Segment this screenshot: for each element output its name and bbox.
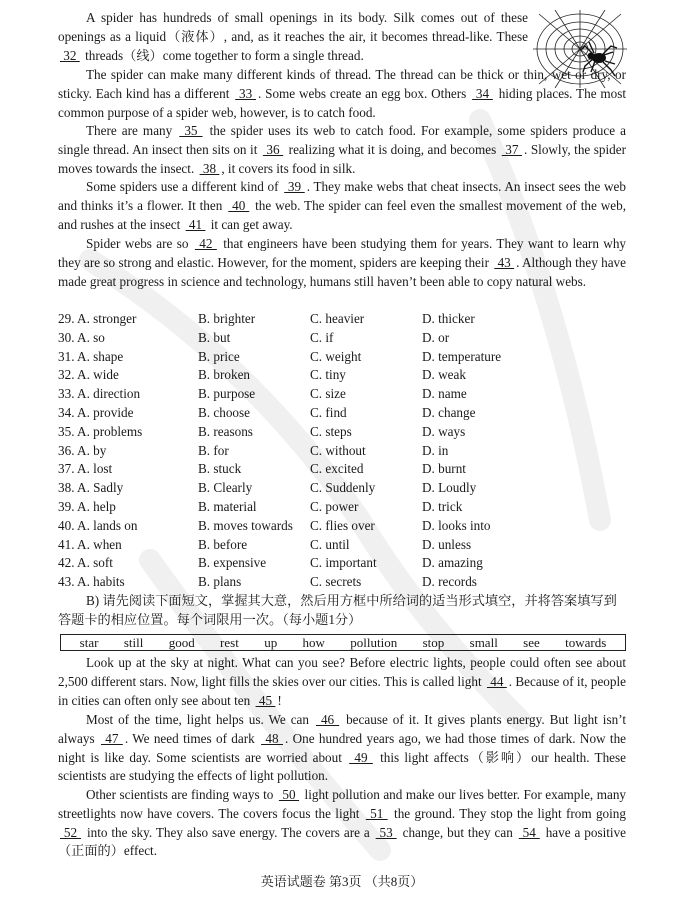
paragraph-text: because of it. It gives plants energy. But light isn’t always <box>58 712 627 746</box>
blank-41: 41 <box>185 216 206 232</box>
passage-a-paragraph-2 <box>58 66 626 122</box>
option-choice: D. amazing <box>422 555 483 571</box>
option-choice: C. important <box>310 555 377 571</box>
option-choice: B. reasons <box>198 423 253 439</box>
word-bank-item: star <box>79 634 99 650</box>
paragraph-text: the web. The spider can feel even the smallest movement of the web, and rushes at the insect <box>58 197 626 232</box>
blank-42: 42 <box>194 236 217 251</box>
blank-40: 40 <box>228 197 250 213</box>
paragraph-text: The spider can make many different kinds of thread. The thread can be thick or thin, wet or dry, or sticky. Each kind has a different <box>58 67 626 101</box>
option-choice: 35. A. problems <box>58 423 143 439</box>
paragraph-text: light pollution and make our lives better. For example, many streetlights now have covers. The covers focus the light <box>58 787 627 821</box>
option-choice: 41. A. when <box>58 536 122 552</box>
blank-39: 39 <box>284 179 305 194</box>
option-choice: D. name <box>422 386 467 402</box>
option-choice: D. thicker <box>422 311 475 326</box>
option-choice: 40. A. lands on <box>58 517 138 533</box>
option-row <box>58 517 638 536</box>
blank-48: 48 <box>261 730 283 746</box>
option-choice: 37. A. lost <box>58 461 113 477</box>
word-bank-item: how <box>302 634 325 650</box>
option-choice: 42. A. soft <box>58 555 113 571</box>
option-choice: B. but <box>198 329 231 345</box>
blank-49: 49 <box>349 749 373 765</box>
option-choice: 39. A. help <box>58 498 116 514</box>
option-row <box>58 366 638 385</box>
blank-54: 54 <box>518 824 540 840</box>
paragraph-text: . Slowly, the spider moves towards the insect. <box>58 141 627 176</box>
paragraph-text: . Although they have made great progress in science and technology, humans still haven’t been able to copy natural webs. <box>58 254 626 289</box>
option-choice: B. moves towards <box>198 517 293 533</box>
option-choice: B. stuck <box>198 461 242 477</box>
option-row <box>58 554 638 573</box>
paragraph-text: into the sky. They also save energy. The covers are a <box>83 824 374 840</box>
paragraph-text: realizing what it is doing, and becomes <box>285 141 500 157</box>
option-choice: D. change <box>422 404 476 420</box>
paragraph-text: Most of the time, light helps us. We can <box>86 712 314 727</box>
option-row <box>58 310 638 329</box>
word-bank-box <box>60 634 626 651</box>
option-choice: 33. A. direction <box>58 386 141 402</box>
option-choice: 29. A. stronger <box>58 311 137 326</box>
answer-options-list <box>58 310 638 592</box>
blank-47: 47 <box>100 730 123 746</box>
option-row <box>58 460 638 479</box>
option-row <box>58 423 638 442</box>
option-row <box>58 385 638 404</box>
paragraph-text: the spider uses its web to catch food. For example, some spiders produce a single thread. An insect then sits on it <box>58 123 626 157</box>
option-choice: 34. A. provide <box>58 404 134 420</box>
option-choice: D. temperature <box>422 348 502 364</box>
blank-44: 44 <box>486 673 507 689</box>
word-bank-item: good <box>168 634 195 650</box>
option-choice: C. steps <box>310 423 352 439</box>
option-choice: 32. A. wide <box>58 367 119 383</box>
option-row <box>58 536 638 555</box>
passage-b-paragraph-3 <box>58 786 626 861</box>
option-choice: C. without <box>310 442 366 458</box>
blank-53: 53 <box>375 824 397 840</box>
option-choice: D. or <box>422 329 450 345</box>
option-choice: C. power <box>310 498 359 514</box>
blank-38: 38 <box>199 160 220 176</box>
blank-36: 36 <box>262 141 284 157</box>
word-bank-item: still <box>123 634 144 650</box>
option-choice: 30. A. so <box>58 329 105 345</box>
option-row <box>58 479 638 498</box>
blank-51: 51 <box>365 805 388 821</box>
paragraph-text: change, but they can <box>398 824 517 840</box>
passage-a-paragraph-3 <box>58 122 626 178</box>
paragraph-text: . Because of it, people in cities can often only see about ten <box>58 673 627 708</box>
option-choice: D. burnt <box>422 461 466 477</box>
option-choice: C. size <box>310 386 346 402</box>
page-footer: 英语试题卷 第3页 （共8页） <box>260 874 424 889</box>
blank-37: 37 <box>501 141 522 157</box>
word-bank-item: small <box>469 634 498 650</box>
paragraph-text: ! <box>277 692 282 708</box>
option-choice: B. broken <box>198 367 251 383</box>
option-choice: D. trick <box>422 498 463 514</box>
option-choice: C. until <box>310 536 350 552</box>
option-choice: 31. A. shape <box>58 348 124 364</box>
passage-a-paragraph-4 <box>58 178 626 234</box>
option-choice: D. looks into <box>422 517 491 533</box>
option-row <box>58 348 638 367</box>
passage-a-paragraph-5 <box>58 235 626 291</box>
option-choice: D. ways <box>422 423 466 439</box>
blank-34: 34 <box>472 85 493 101</box>
option-choice: C. tiny <box>310 367 346 383</box>
passage-b-paragraph-2 <box>58 711 626 786</box>
option-choice: B. price <box>198 348 240 364</box>
option-choice: C. heavier <box>310 311 365 326</box>
option-choice: 43. A. habits <box>58 574 125 590</box>
paragraph-text: the ground. They stop the light from going <box>389 805 626 821</box>
paragraph-text: that engineers have been studying them for years. They want to learn why they are so strong and elastic. However, for the moment, spiders are keeping their <box>58 236 627 270</box>
paragraph-text: A spider has hundreds of small openings in its body. Silk comes out of these openings as a liquid（液体）, and, as it reaches the air, it becomes thread-like. These <box>58 10 528 44</box>
blank-46: 46 <box>315 712 340 727</box>
paragraph-text: Other scientists are finding ways to <box>86 787 277 802</box>
blank-33: 33 <box>235 85 256 101</box>
paragraph-text: . They make webs that cheat insects. An insect sees the web and thinks it’s a flower. It then <box>58 179 626 213</box>
option-choice: C. excited <box>310 461 364 477</box>
option-choice: C. secrets <box>310 574 362 590</box>
option-choice: B. purpose <box>198 386 256 402</box>
paragraph-text: this light affects（影响）our health. These scientists are studying the effects of light pollution. <box>58 749 627 784</box>
option-choice: C. weight <box>310 348 362 364</box>
option-choice: B. for <box>198 442 229 458</box>
option-row <box>58 442 638 461</box>
blank-45: 45 <box>255 692 276 708</box>
option-choice: C. find <box>310 404 347 420</box>
paragraph-text: it can get away. <box>207 216 293 232</box>
paragraph-text: Spider webs are so <box>86 236 193 251</box>
option-choice: 38. A. Sadly <box>58 480 124 496</box>
passage-b-paragraph-1 <box>58 654 626 710</box>
paragraph-text: . Some webs create an egg box. Others <box>258 85 471 101</box>
blank-32: 32 <box>60 47 80 63</box>
option-choice: 36. A. by <box>58 442 107 458</box>
option-choice: B. Clearly <box>198 480 253 496</box>
paragraph-text: hiding places. The most common purpose of a spider web, however, is to catch food. <box>58 85 626 120</box>
passage-a-paragraph-1 <box>58 9 528 65</box>
option-choice: D. Loudly <box>422 480 477 496</box>
word-bank-item: see <box>523 634 540 650</box>
paragraph-text: , it covers its food in silk. <box>221 160 356 176</box>
option-choice: B. expensive <box>198 555 267 571</box>
blank-50: 50 <box>278 787 300 802</box>
option-row <box>58 329 638 348</box>
option-choice: C. Suddenly <box>310 480 376 496</box>
section-b-instruction: B) 请先阅读下面短文，掌握其大意，然后用方框中所给词的适当形式填空，并将答案填写到答题卡的相应位置。每个词限用一次。（每小题1分） <box>58 593 617 627</box>
word-bank-item: rest <box>220 634 239 650</box>
word-bank-item: stop <box>422 634 445 650</box>
word-bank-item: towards <box>565 634 607 650</box>
option-row <box>58 573 638 592</box>
blank-43: 43 <box>494 254 515 270</box>
paragraph-text: There are many <box>86 123 178 138</box>
option-choice: B. choose <box>198 404 251 420</box>
word-bank-item: pollution <box>350 634 398 650</box>
option-choice: D. in <box>422 442 449 458</box>
blank-35: 35 <box>179 123 203 138</box>
option-choice: C. if <box>310 329 334 345</box>
paragraph-text: threads（线）come together to form a single thread. <box>81 47 364 63</box>
paragraph-text: . One hundred years ago, we had those times of dark. Now the night is like day. Some scientists are worried about <box>58 730 627 765</box>
option-choice: B. before <box>198 536 248 552</box>
word-bank-item: up <box>264 634 278 650</box>
option-choice: C. flies over <box>310 517 375 533</box>
option-choice: B. brighter <box>198 311 256 326</box>
option-choice: D. unless <box>422 536 472 552</box>
blank-52: 52 <box>60 824 82 840</box>
option-row <box>58 404 638 423</box>
paragraph-text: Some spiders use a different kind of <box>86 179 283 194</box>
paragraph-text: have a positive（正面的）effect. <box>58 824 627 859</box>
paragraph-text: . We need times of dark <box>124 730 260 746</box>
option-choice: B. material <box>198 498 257 514</box>
paragraph-text: Look up at the sky at night. What can you see? Before electric lights, people could often see about 2,500 different stars. Now, light fills the skies over our cities. This is called light <box>58 655 626 689</box>
option-choice: D. weak <box>422 367 466 383</box>
option-choice: B. plans <box>198 574 242 590</box>
option-row <box>58 498 638 517</box>
option-choice: D. records <box>422 574 477 590</box>
